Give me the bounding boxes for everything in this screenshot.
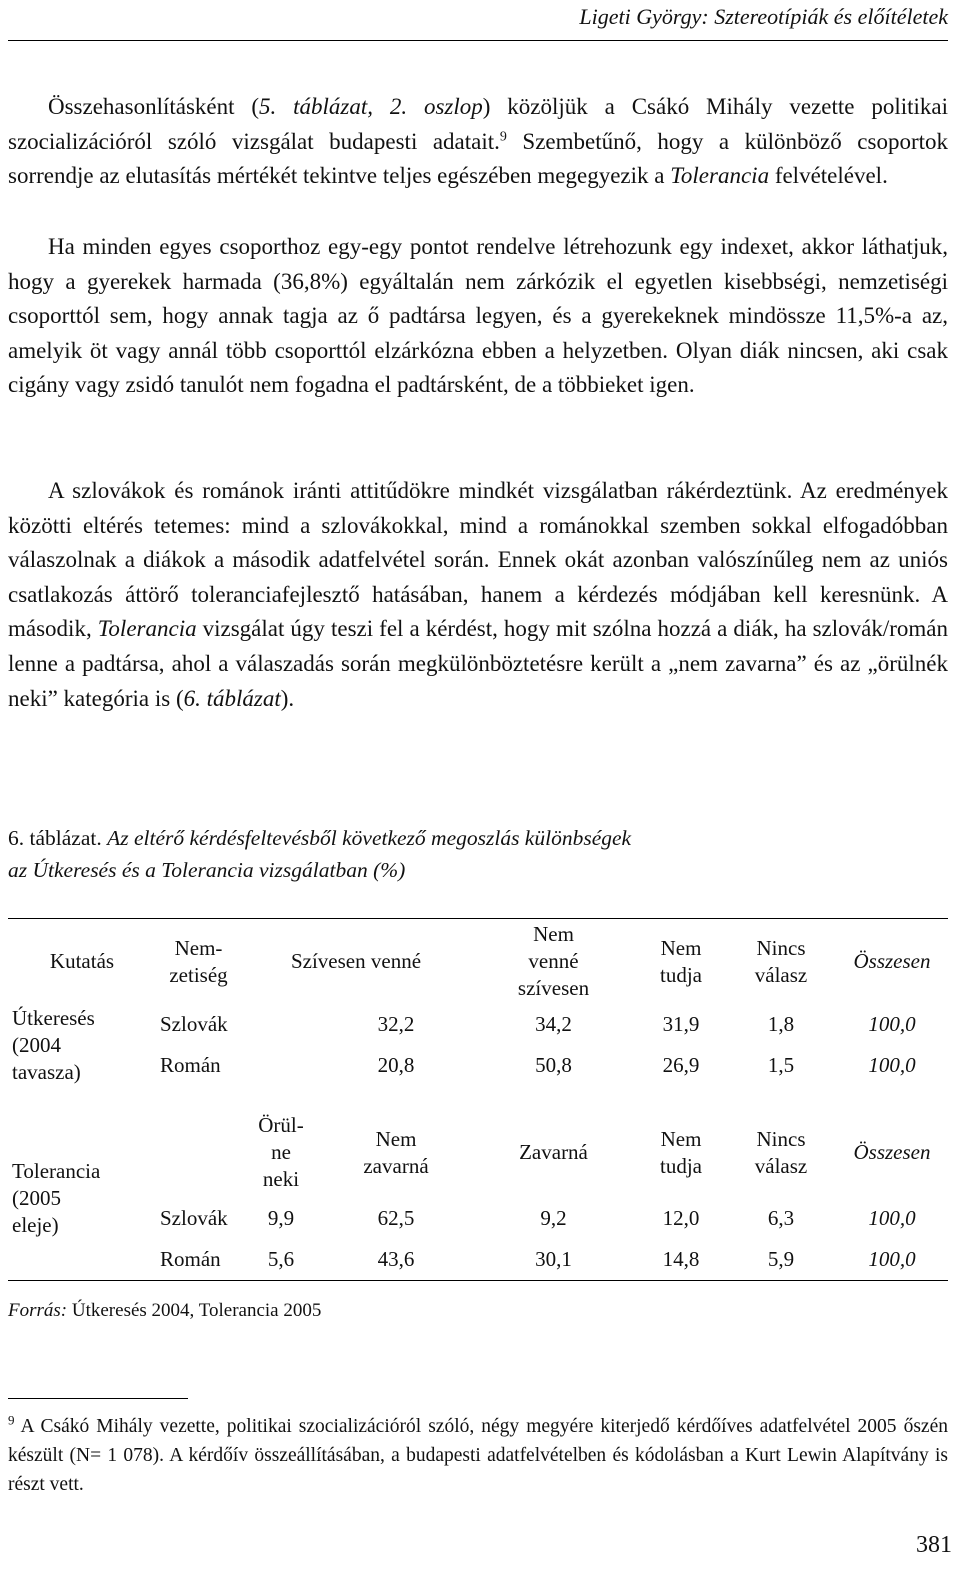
header-nem-venne-szivesen: Nem venné szívesen [471, 919, 636, 1005]
table-cell [156, 1107, 241, 1199]
table-cell: 32,2 [377, 1012, 415, 1036]
p3-pre: A szlovákok és románok iránti attitűdökre mindkét vizsgálatban rákérdeztünk. Az eredmények közötti eltérés tetemes: mind a szlovákokkal, mind a románokkal szemben sokkal elfogadóbban válaszolnak a diákok a második adatfelvétel során. Ennek okát azonban valószínűleg nem az uniós csatlakozás áttörő toleranciafejlesztő hatásában, hanem a kérdezés módjában kell keresnünk. A második, [8, 478, 948, 642]
paragraph-1 [8, 90, 948, 194]
table-cell: Szlovák [160, 1012, 228, 1036]
p3-table-ref: 6. táblázat [183, 685, 281, 711]
p1-tolerancia: Tolerancia [670, 163, 770, 189]
running-header [8, 0, 948, 41]
table-cell: 1,5 [767, 1053, 795, 1077]
page-number: 381 [916, 1532, 952, 1558]
table-cell: 26,9 [662, 1053, 700, 1077]
header-osszesen: Összesen [836, 919, 948, 1005]
table-cell: 100,0 [868, 1206, 916, 1230]
header-nincs-valasz: Nincs válasz [754, 1126, 808, 1178]
p1-pre: Összehasonlításként ( [48, 94, 260, 119]
footnote-mark[interactable]: 9 [499, 128, 507, 144]
table-caption-label: 6. táblázat. [8, 826, 102, 850]
p3-mid: vizsgálat úgy teszi fel a kérdést, hogy mit szólna hozzá a diák, ha szlovák/román lenne a padtársa, ahol a válaszadás során megkülönböztetésre került a „nem zavarna” és az „örülnék neki” kategória is ( [8, 616, 948, 711]
p1-post: Szembetűnő, hogy a különböző csoportok sorrendje az elutasítás mértékét tekintve teljes egészében megegyezik a [8, 128, 948, 189]
p3-end: ). [280, 685, 295, 711]
table-cell: 100,0 [836, 1239, 948, 1281]
table-cell: 31,9 [662, 1012, 700, 1036]
table-cell: 100,0 [868, 1053, 916, 1077]
p3-tolerancia: Tolerancia [97, 616, 197, 642]
table-cell: 9,2 [540, 1206, 567, 1230]
table-cell: 50,8 [535, 1053, 572, 1077]
table-cell: 62,5 [377, 1206, 415, 1230]
table-cell [8, 1239, 156, 1281]
paragraph-3 [8, 474, 948, 716]
table-source [8, 1300, 321, 1322]
table-row [8, 1239, 948, 1281]
footnote-divider [8, 1398, 188, 1399]
header-nincs-valasz: Nincs válasz [726, 919, 836, 1005]
table-cell: 6,3 [767, 1206, 795, 1230]
source-label: Forrás: [8, 1300, 68, 1321]
table-cell: 9,9 [267, 1206, 295, 1230]
p1-table-ref: 5. táblázat, 2. oszlop [259, 94, 483, 119]
p1-end: felvételével. [769, 163, 888, 189]
table-cell: Szlovák [160, 1206, 228, 1230]
footnote [8, 1412, 948, 1499]
table-cell: 20,8 [377, 1053, 415, 1077]
header-nem-zavarna: Nem zavarná [363, 1126, 429, 1178]
p1-mid: ) közöljük a Csákó Mihály vezette politikai szocializációról szóló vizsgálat budapesti adatait. [8, 94, 948, 154]
table-cell: 43,6 [321, 1239, 471, 1281]
table-cell: 12,0 [662, 1206, 700, 1230]
source-text: Útkeresés 2004, Tolerancia 2005 [67, 1300, 322, 1321]
table-cell: 30,1 [471, 1239, 636, 1281]
table-caption [8, 822, 948, 886]
header-osszesen: Összesen [853, 1140, 931, 1164]
p2-text: Ha minden egyes csoporthoz egy-egy pontot rendelve létrehozunk egy indexet, akkor láthatjuk, hogy a gyerekek harmada (36,8%) egyáltalán nem zárkózik el egyetlen kisebbségi, nemzetiségi csoporttól sem, hogy annak tagja az ő padtársa legyen, és a gyerekeknek mindössze 11,5%-a az, amelyik öt vagy annál több csoporttól elzárkózna ebben a helyzetben. Olyan diák nincsen, aki csak cigány vagy zsidó tanulót nem fogadna el padtársként, de a többieket igen. [8, 234, 948, 398]
table-cell: 14,8 [636, 1239, 726, 1281]
header-nemzetiseg: Nem- zetiség [156, 919, 241, 1005]
footnote-number: 9 [8, 1412, 15, 1428]
table-caption-line2: az Útkeresés és a Tolerancia vizsgálatban (%) [8, 858, 406, 882]
header-nem-tudja: Nem tudja [636, 919, 726, 1005]
footnote-text: A Csákó Mihály vezette, politikai szocializációról szóló, négy megyére kiterjedő kérdőíves adatfelvétel 2005 őszén készült (N= 1 078). A kérdőív összeállításában, a budapesti adatfelvételben és kódolásban a Kurt Lewin Alapítvány is részt vett. [8, 1416, 948, 1495]
table-header-row-tolerancia [8, 1107, 948, 1199]
table-cell: 5,6 [241, 1239, 321, 1281]
header-zavarna: Zavarná [519, 1140, 588, 1164]
paragraph-2 [8, 230, 948, 403]
running-title: Ligeti György: Sztereotípiák és előítéletek [579, 4, 948, 29]
table-header-row-utkereses [8, 919, 948, 1005]
header-orulne-neki: Örül- ne neki [258, 1113, 304, 1191]
section-label-tolerancia: Tolerancia (2005 eleje) [12, 1158, 101, 1237]
table-cell: Román [156, 1239, 241, 1281]
table-cell: 100,0 [868, 1012, 916, 1036]
table-cell: 5,9 [726, 1239, 836, 1281]
data-table [8, 918, 948, 1281]
table-cell: Román [160, 1053, 221, 1077]
section-label-utkereses: Útkeresés (2004 tavasza) [12, 1005, 95, 1084]
table-row [8, 1005, 948, 1045]
table-cell: 1,8 [767, 1012, 795, 1036]
header-nem-tudja: Nem tudja [660, 1126, 702, 1178]
table-caption-line1: Az eltérő kérdésfeltevésből következő megoszlás különbségek [107, 826, 632, 850]
table-cell: 34,2 [535, 1012, 572, 1036]
header-kutatas: Kutatás [8, 919, 156, 1005]
table-spacer [8, 1087, 948, 1107]
header-szivesen-venne: Szívesen venné [241, 919, 471, 1005]
